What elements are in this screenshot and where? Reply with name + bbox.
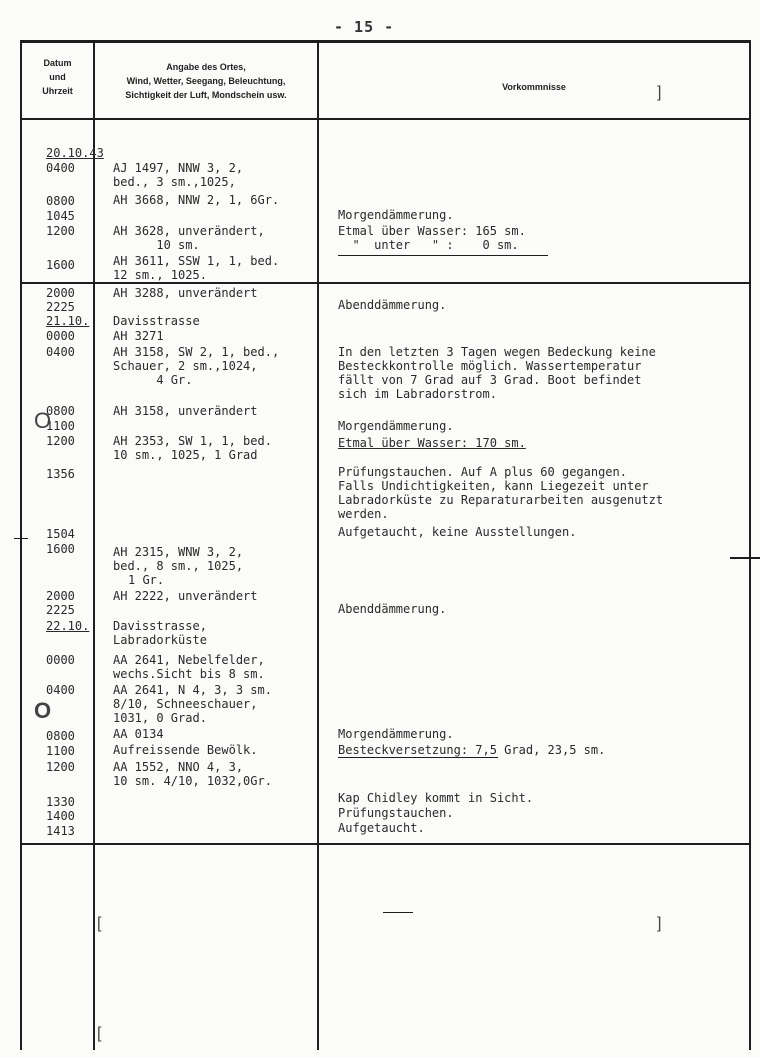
location-entry: 8/10, Schneeschauer,	[113, 697, 258, 711]
time-entry: 1356	[46, 467, 75, 481]
event-entry: In den letzten 3 Tagen wegen Bedeckung keine	[338, 345, 656, 359]
location-entry: bed., 3 sm.,1025,	[113, 175, 236, 189]
event-entry: Etmal über Wasser: 165 sm.	[338, 224, 526, 238]
location-entry: bed., 8 sm., 1025,	[113, 559, 244, 573]
location-entry: Schauer, 2 sm.,1024,	[113, 359, 258, 373]
location-entry: AH 2315, WNW 3, 2,	[113, 545, 244, 559]
date-entry: 22.10.	[46, 619, 90, 633]
location-entry: 1031, 0 Grad.	[113, 711, 207, 725]
time-entry: 2225	[46, 300, 75, 314]
location-entry: Davisstrasse,	[113, 619, 207, 633]
location-entry: AH 3611, SSW 1, 1, bed.	[113, 254, 280, 268]
header-location-weather: Angabe des Ortes, Wind, Wetter, Seegang, Beleuchtung, Sichtigkeit der Luft, Mondschein usw.	[125, 62, 287, 100]
time-entry: 2000	[46, 589, 75, 603]
date-entry: 21.10.	[46, 314, 90, 328]
location-entry: 4 Gr.	[113, 373, 193, 387]
location-entry: AH 3628, unverändert,	[113, 224, 265, 238]
section-divider	[20, 282, 751, 284]
margin-mark	[730, 557, 760, 559]
time-entry: 0800	[46, 194, 75, 208]
time-entry: 0000	[46, 329, 75, 343]
location-entry: AH 3271	[113, 329, 164, 343]
event-entry: " unter " : 0 sm.	[338, 238, 519, 252]
underline-stroke	[338, 757, 498, 758]
time-entry: 1200	[46, 434, 75, 448]
location-entry: Davisstrasse	[113, 314, 200, 328]
location-entry: 10 sm. 4/10, 1032,0Gr.	[113, 774, 272, 788]
location-entry: AA 0134	[113, 727, 164, 741]
header-events: Vorkommnisse	[502, 82, 566, 92]
right-border	[749, 40, 751, 1050]
location-entry: 1 Gr.	[128, 573, 165, 587]
event-entry: werden.	[338, 507, 389, 521]
time-entry: 0800	[46, 729, 75, 743]
location-entry: AH 2353, SW 1, 1, bed.	[113, 434, 272, 448]
underline-stroke	[338, 255, 548, 256]
margin-bracket: [	[97, 1025, 102, 1042]
location-entry: AH 3158, SW 2, 1, bed.,	[113, 345, 280, 359]
table-top-border	[20, 40, 751, 43]
event-entry: Falls Undichtigkeiten, kann Liegezeit unter	[338, 479, 649, 493]
location-entry: AH 3158, unverändert	[113, 404, 258, 418]
event-entry: sich im Labradorstrom.	[338, 387, 497, 401]
event-entry: Morgendämmerung.	[338, 419, 454, 433]
location-entry: AA 1552, NNO 4, 3,	[113, 760, 244, 774]
location-entry: AH 2222, unverändert	[113, 589, 258, 603]
punch-hole-mark: O	[34, 408, 52, 433]
location-entry: 12 sm., 1025.	[113, 268, 207, 282]
time-entry: 1400	[46, 809, 75, 823]
page-number: - 15 -	[334, 18, 395, 36]
event-entry: Prüfungstauchen.	[338, 806, 454, 820]
column-divider-2	[317, 40, 319, 1050]
time-entry: 1200	[46, 760, 75, 774]
event-entry: Etmal über Wasser: 170 sm.	[338, 436, 526, 450]
event-entry: Besteckversetzung: 7,5 Grad, 23,5 sm.	[338, 743, 606, 757]
date-entry: 20.10.43	[46, 146, 104, 160]
header-date-time: Datum und Uhrzeit	[42, 58, 73, 96]
event-entry: Morgendämmerung.	[338, 727, 454, 741]
event-entry: Abenddämmerung.	[338, 298, 447, 312]
time-entry: 1600	[46, 258, 75, 272]
location-entry: AA 2641, Nebelfelder,	[113, 653, 265, 667]
location-entry: Labradorküste	[113, 633, 207, 647]
time-entry: 2000	[46, 286, 75, 300]
time-entry: 1100	[46, 744, 75, 758]
event-entry: Besteckkontrolle möglich. Wassertemperatur	[338, 359, 642, 373]
margin-bracket: [	[97, 915, 102, 932]
event-entry: Morgendämmerung.	[338, 208, 454, 222]
time-entry: 1413	[46, 824, 75, 838]
event-entry: fällt von 7 Grad auf 3 Grad. Boot befindet	[338, 373, 642, 387]
time-entry: 0800	[46, 404, 75, 418]
time-entry: 0400	[46, 345, 75, 359]
time-entry: 1504	[46, 527, 75, 541]
margin-bracket: ]	[657, 84, 662, 101]
event-entry: Abenddämmerung.	[338, 602, 447, 616]
margin-mark	[14, 538, 28, 539]
location-entry: AH 3288, unverändert	[113, 286, 258, 300]
location-entry: wechs.Sicht bis 8 sm.	[113, 667, 265, 681]
punch-hole-mark: O	[34, 698, 52, 723]
left-border	[20, 40, 22, 1050]
scan-dash	[383, 912, 413, 913]
location-entry: 10 sm., 1025, 1 Grad	[113, 448, 258, 462]
event-entry: Kap Chidley kommt in Sicht.	[338, 791, 534, 805]
time-entry: 1330	[46, 795, 75, 809]
time-entry: 1200	[46, 224, 75, 238]
time-entry: 1045	[46, 209, 75, 223]
event-entry: Aufgetaucht, keine Ausstellungen.	[338, 525, 577, 539]
time-entry: 0400	[46, 161, 75, 175]
location-entry: AJ 1497, NNW 3, 2,	[113, 161, 244, 175]
margin-bracket: ]	[657, 915, 662, 932]
time-entry: 1600	[46, 542, 75, 556]
time-entry: 0000	[46, 653, 75, 667]
time-entry: 0400	[46, 683, 75, 697]
event-entry: Prüfungstauchen. Auf A plus 60 gegangen.	[338, 465, 627, 479]
location-entry: Aufreissende Bewölk.	[113, 743, 258, 757]
event-entry: Aufgetaucht.	[338, 821, 425, 835]
location-entry: 10 sm.	[113, 238, 200, 252]
column-divider-1	[93, 40, 95, 1050]
time-entry: 2225	[46, 603, 75, 617]
location-entry: AA 2641, N 4, 3, 3 sm.	[113, 683, 272, 697]
section-divider	[20, 843, 751, 845]
header-bottom-border	[20, 118, 751, 120]
location-entry: AH 3668, NNW 2, 1, 6Gr.	[113, 193, 280, 207]
event-entry: Labradorküste zu Reparaturarbeiten ausgenutzt	[338, 493, 664, 507]
time-entry: 1100	[46, 419, 75, 433]
